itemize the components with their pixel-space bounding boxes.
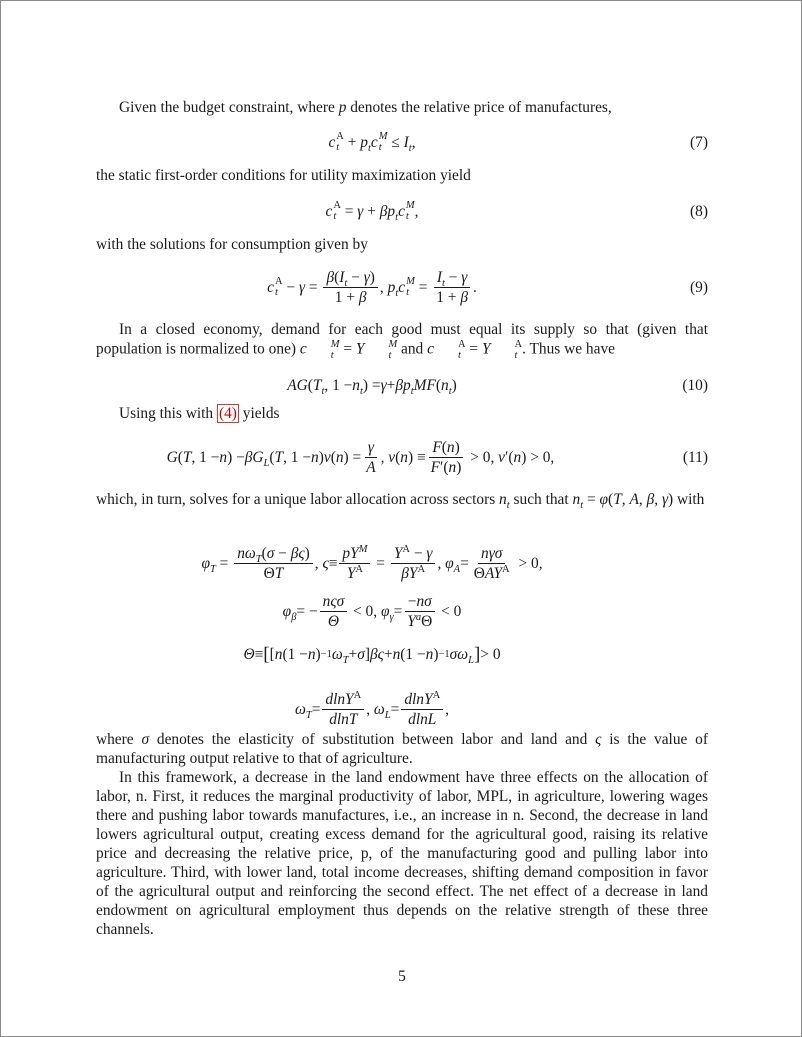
equation-9: c A t − γ = $\frac{\beta(I_t - \gamma)}{1 + \beta}$ , $p_tc$ M t = $\frac{I_t - \gamma}{1 + \beta}$ . (9) — [267, 268, 708, 306]
equation-number-11: (11) — [682, 448, 708, 466]
equation-10: AG ( $T_t$ , 1 − $n_t$ ) = γ + $\beta p_tMF$ ( $n_t$ ) (10) — [287, 377, 708, 398]
paragraph-solutions: with the solutions for consumption given by — [96, 236, 368, 253]
equation-phi-beta: $\varphi_\beta$ = − $\frac{\text{nςσ}}{\Theta}$ < 0, $\varphi_\gamma$ = $\frac{-n\sigma}{Y^a\Theta}$ < 0 — [282, 592, 462, 630]
paragraph-budget: Given the budget constraint, where p denotes the relative price of manufactures, — [119, 99, 612, 116]
equation-number-10: (10) — [682, 377, 708, 394]
equation-number-8: (8) — [690, 202, 708, 220]
paragraph-using-this — [96, 404, 708, 423]
equation-8: c A t = γ + $\beta p_tc$ M t , (8) — [325, 200, 708, 223]
page-number: 5 — [398, 968, 406, 985]
equation-11: G ( T , 1 − n ) − $\beta G_L$ ( T , 1 − n ) v ( n ) = $\frac{\gamma}{A}$ , v ( n ) ≡ $\frac{F(n)}{F'(n)}$ > 0, v ′( n ) > 0, (11) — [166, 438, 708, 476]
equation-7: c A t + $p_tc$ M t ≤ $I_t$ , (7) — [328, 131, 708, 154]
equation-number-9: (9) — [690, 278, 708, 296]
paragraph-closed-economy: In a closed economy, demand for each good must equal its supply so that (given that population is normalized to one) c M t = Y M t and c A t = Y A t . Thus we have — [96, 321, 708, 361]
equation-theta: Θ ≡ [ [ n (1 − n ) −1 $\omega_T$ + σ ] βς + n (1 − n ) −1 $\sigma\omega_L$ ] > 0 — [243, 644, 501, 667]
equation-phi-T: $\varphi_T$ = $\frac{n\omega_T(\sigma - \beta\varsigma)}{\Theta T}$ , ς ≡ $\frac{pY^M}{Y^A}$ = $\frac{Y^A - \gamma}{\beta Y^A}$ , $\varphi_A$ = $\frac{\text{nγσ}}{\Theta AY^A}$ > 0, — [201, 543, 543, 582]
equation-omega: $\omega_T$ = $\frac{dlnY^A}{dlnT}$ , $\omega_L$ = $\frac{dlnY^A}{dlnL}$ , — [294, 689, 450, 728]
paragraph-sigma-definition: where σ denotes the elasticity of substitution between labor and land and ς is the value of manufacturing output relative to that of agriculture. — [96, 731, 709, 767]
using-text: Using this with — [119, 405, 214, 422]
equation-number-7: (7) — [690, 133, 708, 151]
paragraph-framework: In this framework, a decrease in the land endowment have three effects on the allocation of labor, n. First, it reduces the marginal productivity of labor, MPL, in agriculture, lowering wages there and pushing labor towards manufactures, i.e., an increase in n. Second, the decrease in land lowers agricultural output, creating excess demand for the agricultural good, raising its relative price and decreasing the relative price, p, of the manufacturing good and pulling labor into agriculture. Third, with lower land, total income decreases, shifting demand composition in favor of the agricultural output and reinforcing the second effect. The net effect of a decrease in land endowment on agricultural employment thus depends on the relative strength of these three channels. — [96, 769, 708, 938]
yields-text: yields — [242, 405, 280, 422]
paragraph-first-order: the static first-order conditions for utility maximization yield — [96, 167, 471, 184]
equation-reference-link[interactable]: (4) — [218, 405, 237, 422]
paragraph-labor-allocation: which, in turn, solves for a unique labor allocation across sectors $n_t$ such that $n_t = \varphi(T$, A, β, γ) with — [96, 491, 705, 512]
